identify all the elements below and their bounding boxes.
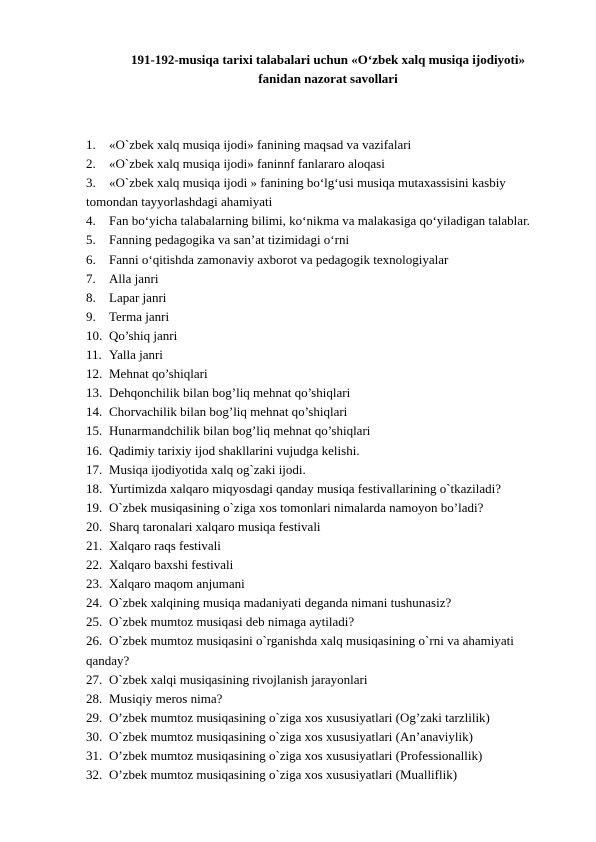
question-number: 19.	[86, 499, 103, 515]
question-number: 22.	[86, 557, 103, 573]
question-text: Terma janri	[109, 308, 170, 324]
question-number: 32.	[86, 767, 103, 783]
question-item	[86, 230, 556, 249]
question-text: Yurtimizda xalqaro miqyosdagi qanday musiqa festivallarining o`tkaziladi?	[109, 480, 502, 496]
question-number: 4.	[86, 213, 96, 229]
page-title	[60, 50, 596, 88]
question-text: Musiqa ijodiyotida xalq og`zaki ijodi.	[109, 461, 306, 477]
question-text: Sharq taronalari xalqaro musiqa festivali	[109, 518, 321, 534]
question-number: 3.	[86, 175, 96, 191]
question-number: 31.	[86, 748, 103, 763]
question-number: 28.	[86, 690, 103, 706]
question-text: «O`zbek xalq musiqa ijodi» fanining maqsad va vazifalari	[109, 137, 412, 152]
question-text: «O`zbek xalq musiqa ijodi» faninnf fanlararo aloqasi	[109, 156, 385, 172]
question-number: 9.	[86, 308, 96, 324]
question-item	[86, 402, 556, 421]
question-item	[86, 364, 556, 383]
question-item	[86, 460, 556, 479]
question-number: 29.	[86, 709, 103, 725]
question-item	[86, 269, 556, 288]
question-item	[86, 326, 556, 345]
question-item	[86, 345, 556, 364]
question-text: O`zbek xalqining musiqa madaniyati deganda nimani tushunasiz?	[109, 595, 452, 611]
question-item	[86, 746, 556, 765]
question-text: Dehqonchilik bilan bog’liq mehnat qo’shiqlari	[109, 385, 351, 401]
question-number: 16.	[86, 442, 103, 458]
question-text: Qadimiy tarixiy ijod shakllarini vujudga kelishi.	[109, 442, 360, 458]
question-item	[86, 250, 556, 269]
question-text: Xalqaro maqom anjumani	[109, 576, 245, 592]
question-number: 11.	[86, 347, 102, 363]
question-text: Lapar janri	[109, 289, 167, 305]
question-text: O`zbek musiqasining o`ziga xos tomonlari nimalarda namoyon bo’ladi?	[109, 499, 484, 515]
question-number: 30.	[86, 728, 103, 744]
question-item	[86, 727, 556, 746]
question-text: «O`zbek xalq musiqa ijodi » fanining bo‘lg‘usi musiqa mutaxassisini kasbiy tomondan tayyorlashdagi ahamiyati	[86, 175, 506, 210]
question-text: O’zbek mumtoz musiqasining o`ziga xos xususiyatlari (Professionallik)	[109, 748, 483, 763]
question-text: Fanning pedagogika va san’at tizimidagi o‘rni	[109, 232, 350, 248]
question-number: 7.	[86, 270, 96, 286]
question-item	[86, 211, 556, 230]
question-number: 20.	[86, 518, 103, 534]
question-text: Chorvachilik bilan bog’liq mehnat qo’shiqlari	[109, 404, 348, 420]
question-item	[86, 574, 556, 593]
question-number: 8.	[86, 289, 96, 305]
question-text: Xalqaro raqs festivali	[109, 537, 221, 553]
question-number: 23.	[86, 576, 103, 592]
question-text: O`zbek mumtoz musiqasini o`rganishda xalq musiqasining o`rni va ahamiyati qanday?	[86, 633, 514, 668]
question-number: 18.	[86, 480, 103, 496]
question-text: Musiqiy meros nima?	[109, 690, 223, 706]
question-list	[86, 135, 556, 784]
question-number: 10.	[86, 327, 103, 343]
question-item	[86, 555, 556, 574]
question-text: O`zbek mumtoz musiqasi deb nimaga aytiladi?	[109, 614, 355, 630]
question-text: Yalla janri	[109, 347, 163, 363]
question-item	[86, 154, 556, 173]
question-item	[86, 288, 556, 307]
question-item	[86, 479, 556, 498]
question-item	[86, 307, 556, 326]
question-number: 6.	[86, 251, 96, 267]
question-text: O’zbek mumtoz musiqasining o`ziga xos xususiyatlari (Og’zaki tarzlilik)	[109, 709, 490, 725]
question-item	[86, 765, 556, 784]
question-text: O’zbek mumtoz musiqasining o`ziga xos xususiyatlari (Mualliflik)	[109, 767, 458, 783]
question-text: Fan bo‘yicha talabalarning bilimi, ko‘nikma va malakasiga qo‘yiladigan talablar.	[109, 213, 530, 229]
question-number: 2.	[86, 156, 96, 172]
question-item	[86, 612, 556, 631]
question-item	[86, 689, 556, 708]
question-number: 12.	[86, 366, 103, 382]
question-number: 26.	[86, 633, 103, 649]
question-text: Alla janri	[109, 270, 159, 286]
question-text: Fanni o‘qitishda zamonaviy axborot va pedagogik texnologiyalar	[109, 251, 449, 267]
question-item	[86, 593, 556, 612]
question-item	[86, 536, 556, 555]
question-text: Qo’shiq janri	[109, 327, 178, 343]
question-item	[86, 173, 556, 211]
question-item	[86, 708, 556, 727]
question-item	[86, 383, 556, 402]
question-number: 15.	[86, 423, 103, 439]
question-item	[86, 441, 556, 460]
question-text: O`zbek mumtoz musiqasining o`ziga xos xususiyatlari (An’anaviylik)	[109, 728, 473, 744]
question-number: 17.	[86, 461, 103, 477]
question-number: 13.	[86, 385, 103, 401]
question-item	[86, 670, 556, 689]
question-number: 14.	[86, 404, 103, 420]
question-number: 21.	[86, 537, 103, 553]
question-number: 1.	[86, 137, 96, 152]
question-number: 24.	[86, 595, 103, 611]
title-line-2: fanidan nazorat savollari	[258, 71, 398, 86]
question-text: Hunarmandchilik bilan bog’liq mehnat qo’shiqlari	[109, 423, 371, 439]
question-text: Mehnat qo’shiqlari	[109, 366, 208, 382]
question-item	[86, 517, 556, 536]
question-number: 25.	[86, 614, 103, 630]
question-number: 27.	[86, 671, 103, 687]
question-number: 5.	[86, 232, 96, 248]
question-item	[86, 421, 556, 440]
question-item	[86, 135, 556, 154]
title-line-1: 191-192-musiqa tarixi talabalari uchun «O‘zbek xalq musiqa ijodiyoti»	[130, 52, 525, 67]
question-text: O`zbek xalqi musiqasining rivojlanish jarayonlari	[109, 671, 368, 687]
question-item	[86, 498, 556, 517]
question-text: Xalqaro baxshi festivali	[109, 557, 234, 573]
question-item	[86, 631, 556, 669]
